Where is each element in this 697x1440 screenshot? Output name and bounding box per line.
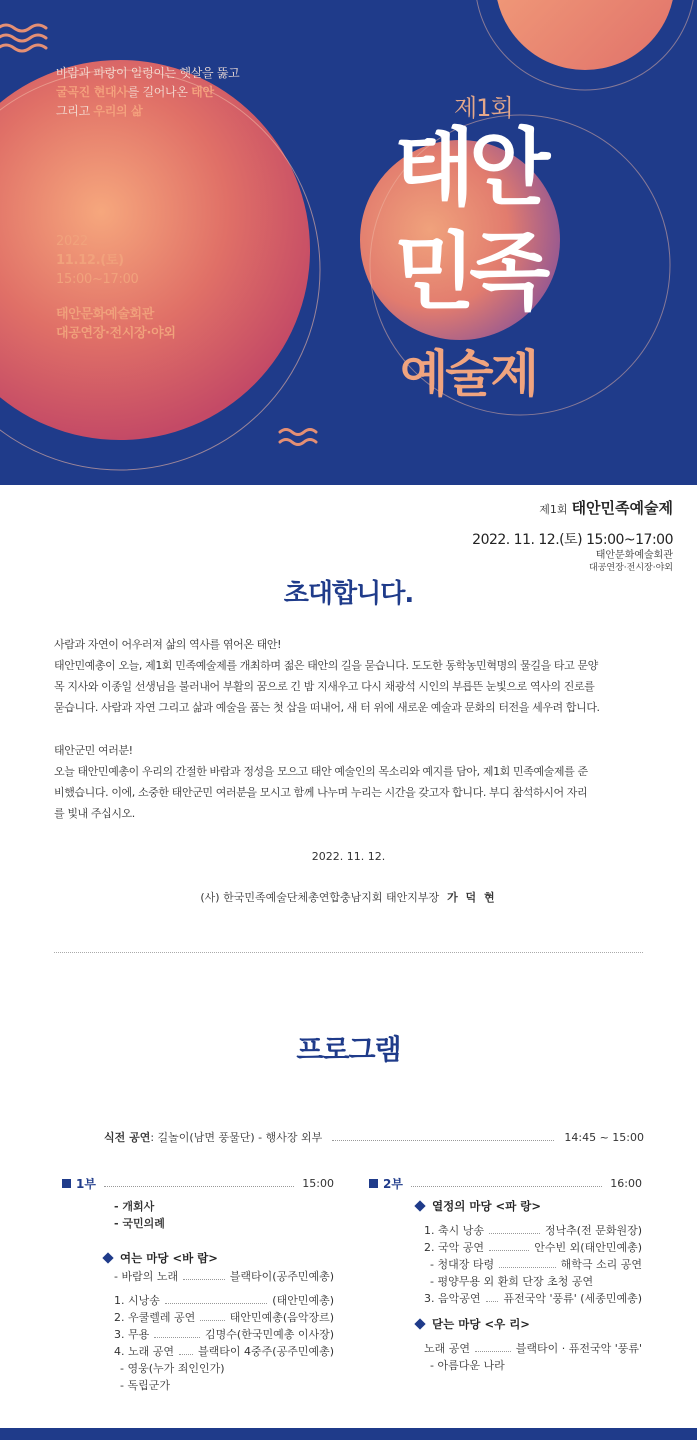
event-venue-detail: 대공연장·전시장·야외 xyxy=(56,326,176,341)
dotted-leader xyxy=(200,1314,225,1321)
pre-show-text: : 길놀이(남면 풍물단) - 행사장 외부 xyxy=(150,1131,323,1144)
diamond-bullet-icon xyxy=(102,1252,113,1263)
invitation-header xyxy=(539,497,673,518)
part-1-list-item xyxy=(114,1326,334,1342)
item-performer: 블랙타이 · 퓨전국악 '풍류' xyxy=(515,1342,642,1355)
event-date: 11.12.(토) xyxy=(56,253,124,268)
invitation-datetime: 2022. 11. 12.(토) 15:00~17:00 xyxy=(472,532,673,548)
item-title: 1. 축시 낭송 xyxy=(424,1224,484,1237)
diamond-bullet-icon xyxy=(414,1318,425,1329)
item-performer: 안수빈 외(태안민예총) xyxy=(534,1241,642,1254)
p2-line-1: 태안군민 여러분! xyxy=(54,744,133,757)
p1-line-4: 묻습니다. 사람과 자연 그리고 삶과 예술을 품는 첫 삽을 떠내어, 새 터 위에 새로운 예술과 문화의 터전을 세우려 합니다. xyxy=(54,701,600,714)
hero-banner xyxy=(0,0,697,485)
item-performer: 해학극 소리 공연 xyxy=(560,1258,642,1271)
pre-show-line xyxy=(104,1129,644,1145)
item-title: 3. 음악공연 xyxy=(424,1292,481,1305)
item-performer: (태안민예총) xyxy=(272,1294,334,1307)
intro-line-1: 바람과 파랑이 일렁이는 햇살을 뚫고 xyxy=(56,66,240,80)
dotted-leader xyxy=(183,1273,225,1280)
invitation-venue-detail: 대공연장·전시장·야외 xyxy=(589,563,673,573)
intro-text-3: 를 길어나온 xyxy=(127,85,192,99)
diamond-bullet-icon xyxy=(414,1200,425,1211)
program-title: 프로그램 xyxy=(296,1033,401,1066)
item-title: 1. 시낭송 xyxy=(114,1294,160,1307)
section-title: 여는 마당 <바 람> xyxy=(120,1251,218,1265)
part-2-section-2 xyxy=(416,1316,530,1332)
part-1-song xyxy=(114,1268,334,1284)
part-1-section xyxy=(104,1250,218,1266)
square-bullet-icon xyxy=(369,1179,378,1188)
dotted-leader xyxy=(489,1227,540,1234)
dotted-leader xyxy=(475,1345,511,1352)
dotted-leader xyxy=(154,1331,200,1338)
title-line-3: 예술제 xyxy=(400,345,536,403)
dotted-leader xyxy=(104,1179,294,1187)
part-1-list-item xyxy=(114,1343,334,1359)
pre-show-time: 14:45 ~ 15:00 xyxy=(564,1130,644,1144)
invitation-signature xyxy=(0,889,697,905)
signer-organization: (사) 한국민족예술단체총연합충남지회 태안지부장 xyxy=(200,891,440,904)
invitation-paragraph-2 xyxy=(54,740,646,824)
part-1-sub-item: - 영웅(누가 죄인인가) xyxy=(120,1362,225,1375)
p2-line-2: 오늘 태안민예총이 우리의 간절한 바람과 정성을 모으고 태안 예술인의 목소리와 예지를 담아, 제1회 민족예술제를 준 xyxy=(54,765,588,778)
signer-name: 가 덕 현 xyxy=(447,891,497,904)
dotted-leader xyxy=(489,1244,529,1251)
hero-event-info xyxy=(56,232,176,343)
part-2-label: 2부 xyxy=(383,1176,403,1191)
invitation-paragraph-1 xyxy=(54,634,646,718)
part-2-header xyxy=(369,1176,642,1190)
section-divider xyxy=(54,952,643,953)
section-title: 열정의 마당 <파 랑> xyxy=(432,1199,542,1213)
dotted-leader xyxy=(165,1297,267,1304)
hero-intro-text xyxy=(56,64,239,121)
p1-line-1: 사람과 자연이 어우러져 삶의 역사를 엮어온 태안! xyxy=(54,638,282,651)
item-performer: 김명수(한국민예총 이사장) xyxy=(205,1328,334,1341)
part-1-label: 1부 xyxy=(76,1176,96,1191)
intro-line-3 xyxy=(56,102,239,121)
dotted-leader xyxy=(499,1261,556,1268)
intro-hl-2: 현대사 xyxy=(93,85,128,99)
item-title: - 청대장 타령 xyxy=(430,1258,495,1271)
item-title: 2. 우쿨렐레 공연 xyxy=(114,1311,196,1324)
part-2-list-item xyxy=(424,1290,642,1306)
header-edition: 제1회 xyxy=(539,503,568,516)
section-title: 닫는 마당 <우 리> xyxy=(432,1317,530,1331)
intro-text-5: 그리고 xyxy=(56,104,94,118)
item-title: 2. 국악 공연 xyxy=(424,1241,484,1254)
dotted-leader xyxy=(411,1179,602,1187)
header-festival-name: 태안민족예술제 xyxy=(571,499,673,517)
item-title: 노래 공연 xyxy=(424,1342,471,1355)
part-2-time: 16:00 xyxy=(610,1176,642,1190)
part-1-sub-item: - 독립군가 xyxy=(120,1379,170,1392)
part-2-closing-item xyxy=(424,1340,642,1356)
song-title: - 바람의 노래 xyxy=(114,1270,179,1283)
title-line-1: 태안 xyxy=(394,119,545,217)
p2-line-4: 를 빛내 주십시오. xyxy=(54,807,135,820)
item-title: 3. 무용 xyxy=(114,1328,150,1341)
part-1-list-item xyxy=(114,1292,334,1308)
song-performer: 블랙타이(공주민예총) xyxy=(229,1270,334,1283)
part-1-list-item xyxy=(114,1309,334,1325)
item-title: 4. 노래 공연 xyxy=(114,1345,174,1358)
p2-line-3: 비했습니다. 이에, 소중한 태안군민 여러분을 모시고 함께 나누며 누리는 시간을 갖고자 합니다. 부디 참석하시어 자리 xyxy=(54,786,588,799)
event-venue: 태안문화예술회관 xyxy=(56,307,155,322)
event-year: 2022 xyxy=(56,234,88,249)
item-performer: 퓨전국악 '풍류' (세종민예총) xyxy=(503,1292,642,1305)
part-2-closing-sub: - 아름다운 나라 xyxy=(430,1359,505,1372)
part-2-extra-item: - 평양무용 외 환희 단장 초청 공연 xyxy=(430,1275,594,1288)
part-2-list-item xyxy=(424,1239,642,1255)
title-line-2: 민족 xyxy=(394,223,545,321)
square-bullet-icon xyxy=(62,1179,71,1188)
dotted-leader xyxy=(179,1348,193,1355)
title-edition: 제1회 xyxy=(454,94,513,122)
p1-line-3: 목 지사와 이종일 선생님을 불러내어 부활의 꿈으로 긴 밤 지새우고 다시 채광석 시인의 부릅뜬 눈빛으로 역사의 진로를 xyxy=(54,680,595,693)
item-performer: 정낙추(전 문화원장) xyxy=(544,1224,642,1237)
part-2-list-item xyxy=(430,1256,642,1272)
intro-line-2 xyxy=(56,83,239,102)
intro-hl-6: 우리의 삶 xyxy=(93,104,143,118)
part-1-header xyxy=(62,1176,334,1190)
intro-hl-4: 태안 xyxy=(191,85,214,99)
part-1-item: - 개회사 xyxy=(114,1200,155,1213)
pre-show-label: 식전 공연 xyxy=(104,1131,151,1144)
item-performer: 태안민예총(음악장르) xyxy=(229,1311,334,1324)
footer-bar xyxy=(0,1428,697,1440)
part-1-time: 15:00 xyxy=(302,1176,334,1190)
item-performer: 블랙타이 4중주(공주민예총) xyxy=(198,1345,334,1358)
intro-hl-1: 굴곡진 xyxy=(56,85,94,99)
dotted-leader xyxy=(332,1133,554,1141)
part-2-section-1 xyxy=(416,1198,541,1214)
part-2-list-item xyxy=(424,1222,642,1238)
invitation-title: 초대합니다. xyxy=(283,579,414,609)
invitation-venue: 태안문화예술회관 xyxy=(595,550,673,561)
event-time: 15:00~17:00 xyxy=(56,272,139,287)
p1-line-2: 태안민예총이 오늘, 제1회 민족예술제를 개최하며 젊은 태안의 길을 묻습니다. 도도한 동학농민혁명의 물길을 타고 문양 xyxy=(54,659,598,672)
part-1-item: - 국민의례 xyxy=(114,1217,165,1230)
invitation-date: 2022. 11. 12. xyxy=(311,850,386,863)
dotted-leader xyxy=(486,1295,499,1302)
